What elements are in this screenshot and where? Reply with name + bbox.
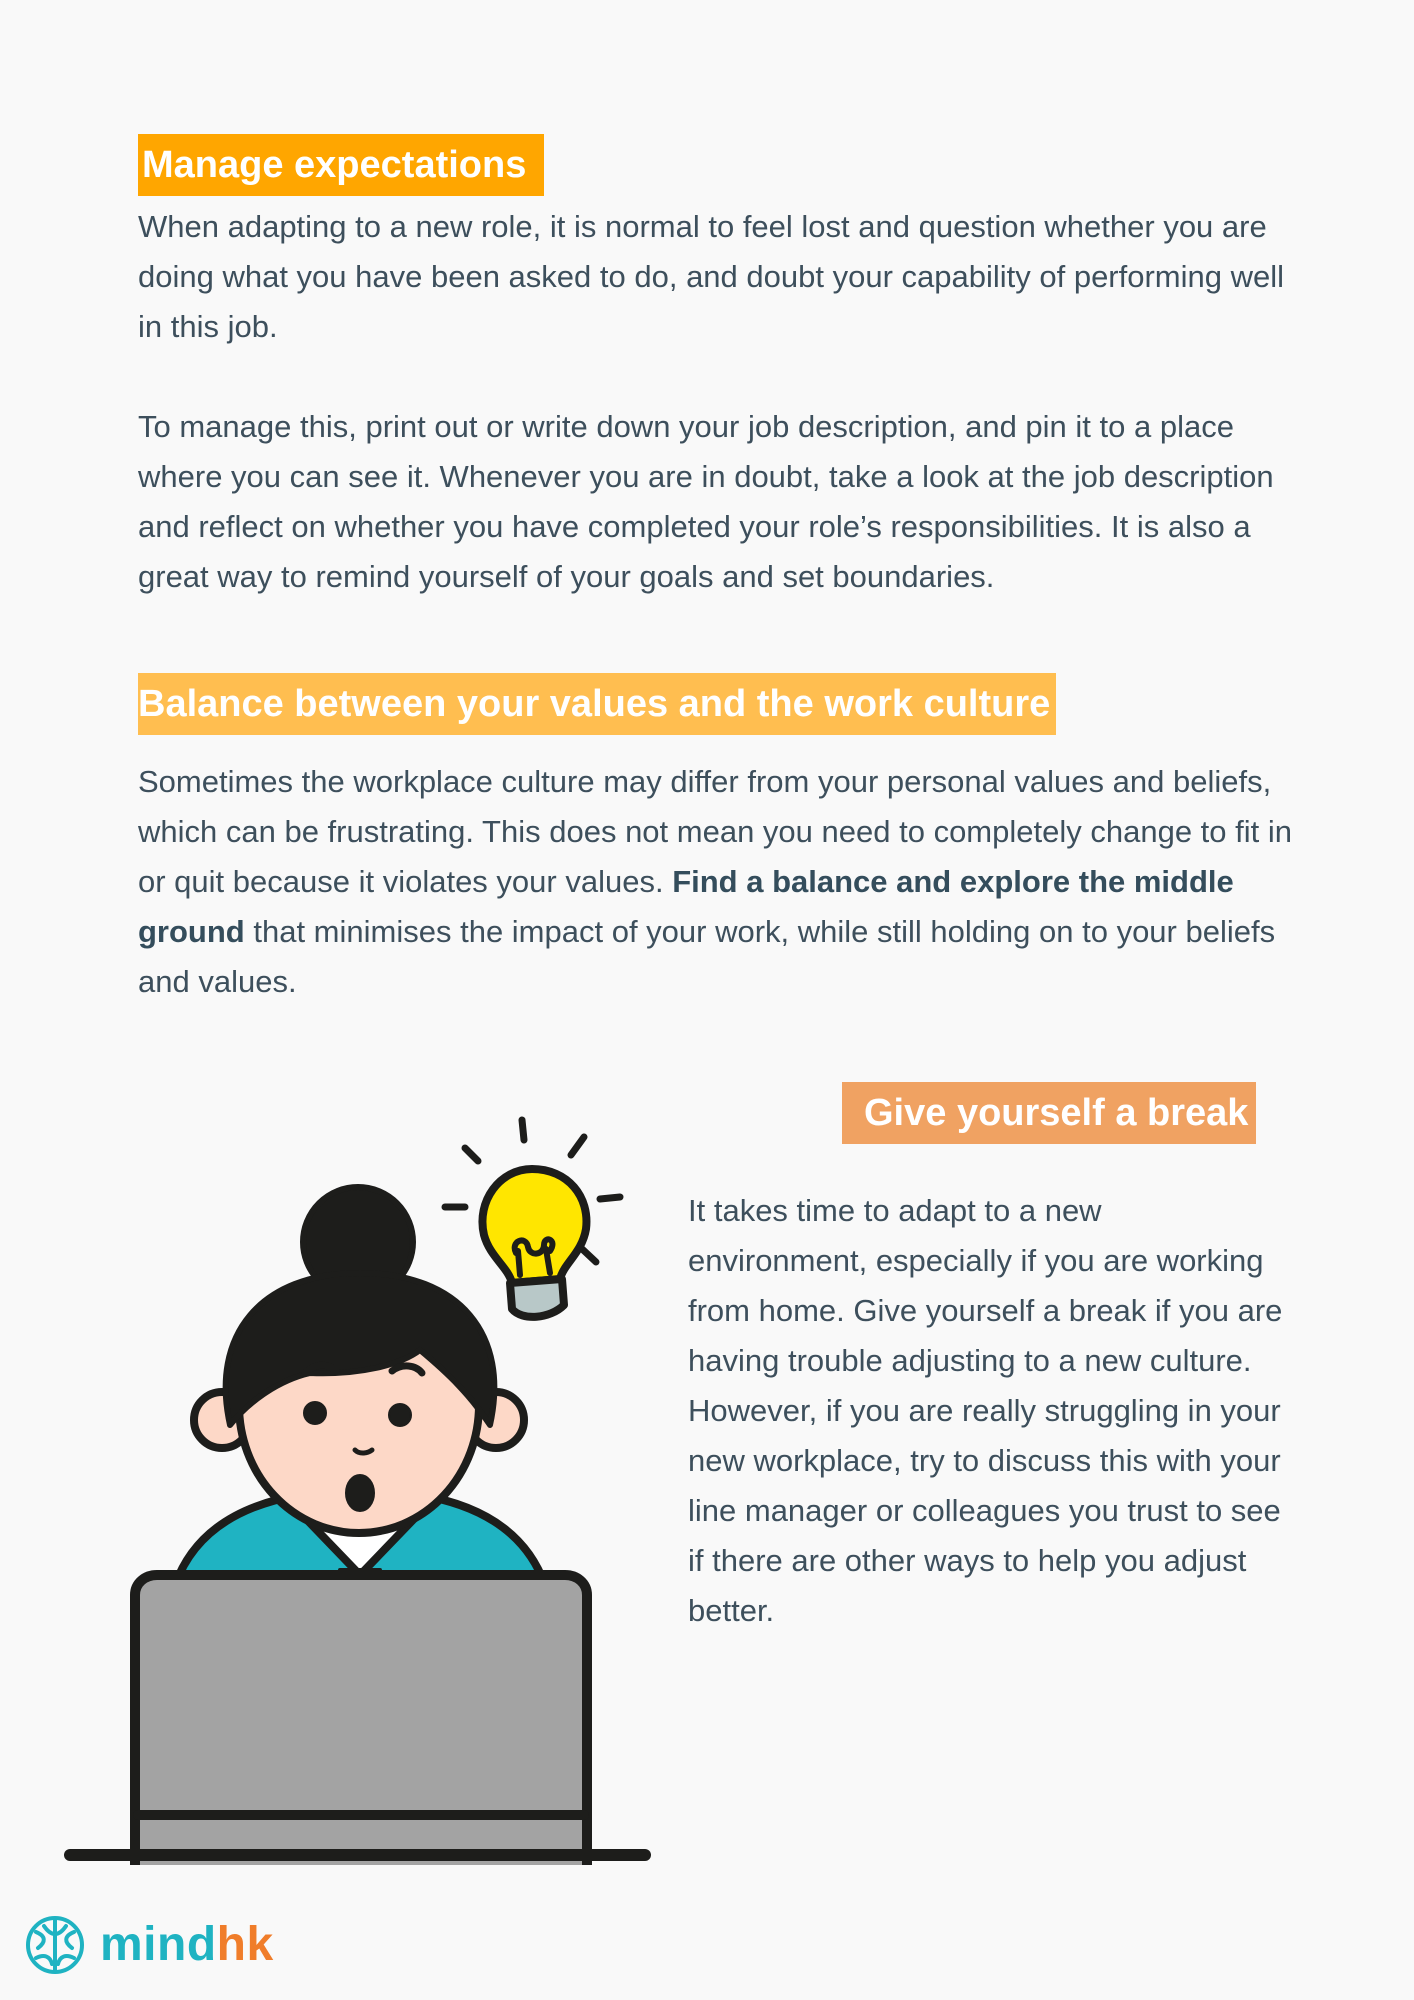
heading-balance-values: Balance between your values and the work culture [138, 673, 1056, 735]
logo-text-mind: mind [100, 1918, 217, 1971]
logo-text-hk: hk [216, 1918, 274, 1971]
woman-at-laptop-illustration [60, 1105, 660, 1865]
balance-values-paragraph [138, 757, 1298, 1007]
balance-text-after: that minimises the impact of your work, while still holding on to your beliefs and values. [138, 914, 1276, 999]
mindhk-logo-text [100, 1910, 274, 1980]
manage-expectations-paragraph-1: When adapting to a new role, it is normal to feel lost and question whether you are doing what you have been asked to do, and doubt your capability of performing well in this job. [138, 209, 1285, 344]
give-yourself-a-break-paragraph: It takes time to adapt to a new environment, especially if you are working from home. Give yourself a break if you are having trouble adjusting to a new culture. However, if you are really struggling in your new workplace, try to discuss this with your line manager or colleagues you trust to see if there are other ways to help you adjust better. [688, 1193, 1283, 1628]
balance-text-before: Sometimes the workplace culture may differ from your personal values and beliefs, which can be frustrating. This does not mean you need to completely change to fit in or quit because it violates your values. [138, 764, 1292, 899]
balance-text-bold: Find a balance and explore the middle ground [138, 864, 1234, 949]
lightbulb-icon [445, 1120, 620, 1317]
manage-expectations-paragraph-2: To manage this, print out or write down your job description, and pin it to a place where you can see it. Whenever you are in doubt, take a look at the job description and reflect on whether you have completed your role’s responsibilities. It is also a great way to remind yourself of your goals and set boundaries. [138, 409, 1274, 594]
heading-give-yourself-a-break: Give yourself a break [842, 1082, 1256, 1144]
mindhk-logo-icon [24, 1914, 86, 1976]
mindhk-logo [24, 1910, 274, 1980]
heading-manage-expectations: Manage expectations [138, 134, 544, 196]
